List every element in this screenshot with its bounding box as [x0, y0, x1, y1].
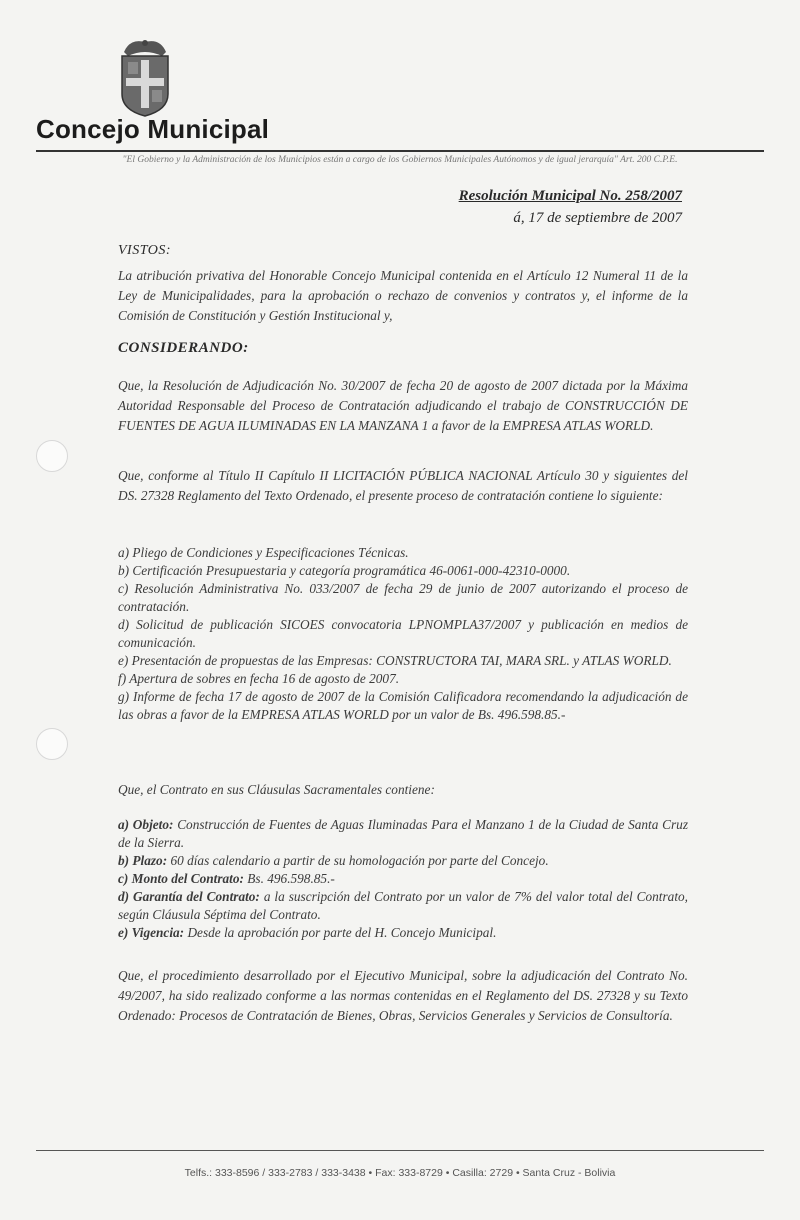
clause-text: Bs. 496.598.85.-	[247, 871, 335, 886]
list-item: e) Presentación de propuestas de las Empresas: CONSTRUCTORA TAI, MARA SRL. y ATLAS WORLD.	[118, 653, 672, 668]
considerando-paragraph-4: Que, el procedimiento desarrollado por el Ejecutivo Municipal, sobre la adjudicación del Contrato No. 49/2007, ha sido realizado conforme a las normas contenidas en el Reglamento del DS. 27328 y su Texto Ordenado: Procesos de Contratación de Bienes, Obras, Servicios Generales y Servicios de Consultoría.	[118, 968, 688, 1023]
clause-text: Construcción de Fuentes de Aguas Iluminadas Para el Manzano 1 de la Ciudad de Santa Cruz de la Sierra.	[118, 817, 688, 850]
considerando-heading: CONSIDERANDO:	[118, 340, 249, 356]
footer-contact: Telfs.: 333-8596 / 333-2783 / 333-3438 • Fax: 333-8729 • Casilla: 2729 • Santa Cruz - Bolivia	[184, 1167, 616, 1179]
vistos-paragraph: La atribución privativa del Honorable Concejo Municipal contenida en el Artículo 12 Numeral 11 de la Ley de Municipalidades, para la aprobación o rechazo de convenios y contratos y, el informe de la Comisión de Constitución y Gestión Institucional y,	[118, 268, 688, 323]
resolution-date: á, 17 de septiembre de 2007	[513, 210, 682, 226]
list-item: c) Resolución Administrativa No. 033/2007 de fecha 29 de junio de 2007 autorizando el proceso de contratación.	[118, 581, 688, 614]
clause-text: 60 días calendario a partir de su homologación por parte del Concejo.	[170, 853, 549, 868]
vistos-heading: VISTOS:	[118, 243, 172, 258]
clause-label: d) Garantía del Contrato:	[118, 889, 260, 904]
clause-item	[118, 870, 688, 888]
clause-text: a la suscripción del Contrato por un valor de 7% del valor total del Contrato, según Cláusula Séptima del Contrato.	[118, 889, 688, 922]
coat-of-arms-icon	[110, 34, 180, 118]
clause-item	[118, 924, 688, 942]
considerando-paragraph-1: Que, la Resolución de Adjudicación No. 30/2007 de fecha 20 de agosto de 2007 dictada por la Máxima Autoridad Responsable del Proceso de Contratación adjudicando el trabajo de CONSTRUCCIÓN DE FUENTES DE AGUA ILUMINADAS EN LA MANZANA 1 a favor de la EMPRESA ATLAS WORLD.	[118, 378, 688, 433]
requirements-list	[118, 544, 688, 724]
resolution-title: Resolución Municipal No. 258/2007	[458, 188, 682, 204]
header-motto: "El Gobierno y la Administración de los Municipios están a cargo de los Gobiernos Municipales Autónomos y de igual jerarquía" Art. 200 C.P.E.	[122, 155, 678, 165]
footer-rule	[36, 1150, 764, 1151]
clause-label: a) Objeto:	[118, 817, 174, 832]
punch-hole	[36, 728, 68, 760]
list-item: b) Certificación Presupuestaria y categoría programática 46-0061-000-42310-0000.	[118, 563, 571, 578]
clauses-list	[118, 816, 688, 942]
clause-item	[118, 816, 688, 852]
clause-item	[118, 888, 688, 924]
header-rule	[36, 150, 764, 152]
considerando-paragraph-2: Que, conforme al Título II Capítulo II LICITACIÓN PÚBLICA NACIONAL Artículo 30 y siguientes del DS. 27328 Reglamento del Texto Ordenado, el presente proceso de contratación contiene lo siguiente:	[118, 468, 688, 503]
organization-name: Concejo Municipal	[36, 114, 270, 144]
clause-item	[118, 852, 688, 870]
list-item: d) Solicitud de publicación SICOES convocatoria LPNOMPLA37/2007 y publicación en medios de comunicación.	[118, 617, 688, 650]
list-item: g) Informe de fecha 17 de agosto de 2007 de la Comisión Calificadora recomendando la adjudicación de las obras a favor de la EMPRESA ATLAS WORLD por un valor de Bs. 496.598.85.-	[118, 689, 688, 722]
clause-label: e) Vigencia:	[118, 925, 185, 940]
punch-hole	[36, 440, 68, 472]
considerando-paragraph-3: Que, el Contrato en sus Cláusulas Sacramentales contiene:	[118, 782, 435, 797]
clause-text: Desde la aprobación por parte del H. Concejo Municipal.	[187, 925, 497, 940]
list-item: f) Apertura de sobres en fecha 16 de agosto de 2007.	[118, 671, 400, 686]
list-item: a) Pliego de Condiciones y Especificaciones Técnicas.	[118, 545, 409, 560]
clause-label: c) Monto del Contrato:	[118, 871, 244, 886]
clause-label: b) Plazo:	[118, 853, 168, 868]
